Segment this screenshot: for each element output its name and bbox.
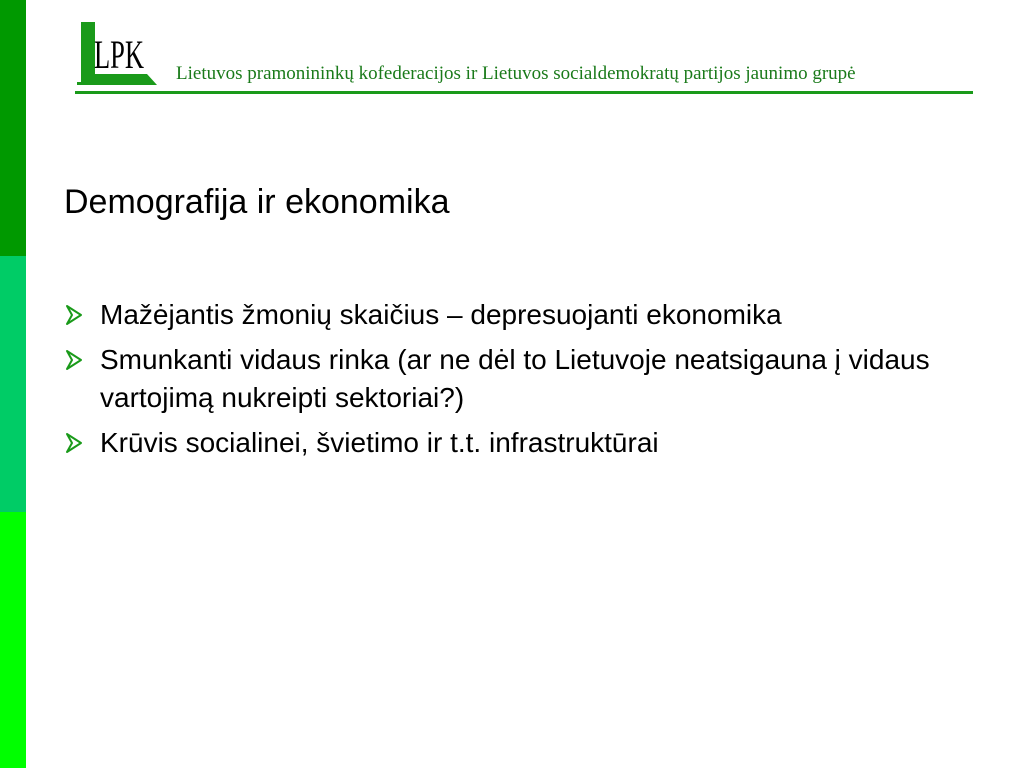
bullet-text: Mažėjantis žmonių skaičius – depresuojanti ekonomika [100, 299, 782, 330]
arrow-bullet-icon [64, 349, 84, 371]
bullet-list [64, 296, 964, 469]
side-bar-top [0, 0, 26, 256]
slide-header [75, 18, 973, 98]
bullet-item [64, 296, 964, 334]
bullet-text: Krūvis socialinei, švietimo ir t.t. infrastruktūrai [100, 427, 659, 458]
side-bar-middle [0, 256, 26, 512]
arrow-bullet-icon [64, 304, 84, 326]
bullet-text: Smunkanti vidaus rinka (ar ne dėl to Lietuvoje neatsigauna į vidaus vartojimą nukreipti sektoriai?) [100, 344, 930, 413]
arrow-bullet-icon [64, 432, 84, 454]
bullet-item [64, 341, 964, 417]
side-bar-bottom [0, 512, 26, 768]
slide-title: Demografija ir ekonomika [64, 183, 450, 221]
header-divider [75, 91, 973, 94]
logo-text: LPK [94, 32, 145, 77]
header-tagline: Lietuvos pramonininkų kofederacijos ir Lietuvos socialdemokratų partijos jaunimo grupė [176, 63, 856, 84]
bullet-item [64, 424, 964, 462]
lpk-logo [75, 18, 157, 86]
